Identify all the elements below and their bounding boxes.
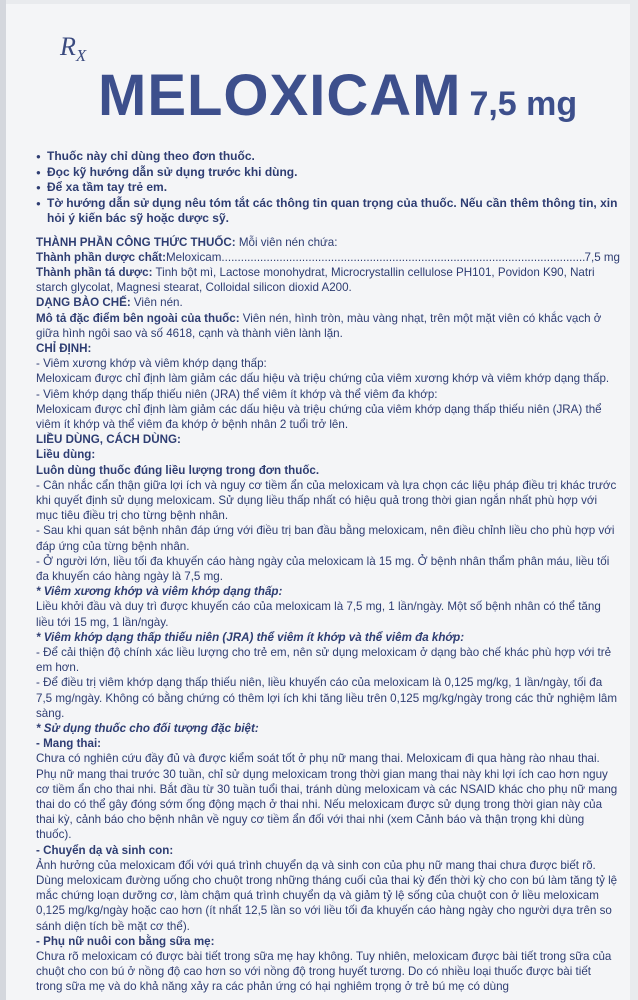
pregnancy-heading: - Mang thai: — [36, 737, 102, 751]
leaflet-body — [36, 149, 620, 995]
usage-line: - Ở người lớn, liều tối đa khuyến cáo hàng ngày của meloxicam là 15 mg. Ở bệnh nhân thẩm phân máu, liều tối đa khuyến cáo hàng ngày là 7,5 mg. — [36, 554, 610, 583]
pregnancy-text: Chưa có nghiên cứu đầy đủ và được kiểm soát tốt ở phụ nữ mang thai. Meloxicam đi qua hàng rào nhau thai. Phụ nữ mang thai trước 30 tuần, chỉ sử dụng meloxicam trong thời gian mang thai này khi lợi ích cao hơn nguy cơ tiềm ẩn cho thai nhi. Bắt đầu từ 30 tuần tuổi thai, tránh dùng meloxicam và các NSAID khác cho phụ nữ mang thai do có thể gây đóng sớm ống động mạch ở thai nhi. Nếu meloxicam được sử dụng trong thời gian này của thai kỳ, cảnh báo cho bệnh nhân về nguy cơ tiềm ẩn đối với thai nhi (xem Cảnh báo và thận trọng khi dùng thuốc). — [36, 752, 618, 842]
brand-name: MELOXICAM — [98, 63, 462, 128]
active-ingredient-row — [36, 250, 620, 265]
usage-heading: LIỀU DÙNG, CÁCH DÙNG: — [36, 433, 181, 447]
nursing-text: Chưa rõ meloxicam có được bài tiết trong sữa mẹ hay không. Tuy nhiên, meloxicam được bài tiết trong sữa của chuột cho con bú ở nồng độ cao hơn so với nồng độ trong huyết tương. Do có nhiều loại thuốc được bài tiết trong sữa mẹ và do khả năng xảy ra các phản ứng có hại nghiêm trọng ở trẻ bú mẹ có dùng — [36, 950, 612, 994]
dosage-form-label: DẠNG BÀO CHẾ: — [36, 296, 131, 310]
brand-dose: 7,5 mg — [469, 85, 578, 123]
usage-line: - Sau khi quan sát bệnh nhân đáp ứng với điều trị ban đầu bằng meloxicam, nên điều chỉnh liều cho phù hợp với đáp ứng của từng bệnh nhân. — [36, 524, 615, 553]
indications-heading: CHỈ ĐỊNH: — [36, 341, 92, 355]
jra-line: - Để cải thiện độ chính xác liều lượng cho trẻ em, nên sử dụng meloxicam ở dạng bào chế khác phù hợp với trẻ em hơn. — [36, 645, 612, 675]
nursing-heading: - Phụ nữ nuôi con bằng sữa mẹ: — [36, 934, 215, 948]
dosage-form-row — [36, 295, 620, 310]
product-title — [98, 62, 577, 129]
appearance-text: Viên nén, hình tròn, màu vàng nhạt, trên một mặt viên có khắc vạch ở giữa hình ngôi sao và số 4618, cạnh và thành viên lành lặn. — [36, 311, 602, 340]
indication-line: Meloxicam được chỉ định làm giảm các dấu hiệu và triệu chứng của viêm khớp dạng thấp thiếu niên (JRA) thể viêm ít khớp và thể viêm đa khớp ở bệnh nhân 2 tuổi trở lên. — [36, 402, 602, 431]
warning-item: ● Tờ hướng dẫn sử dụng nêu tóm tắt các thông tin quan trọng của thuốc. Nếu cần thêm thông tin, xin hỏi ý kiến bác sỹ hoặc dược sỹ. — [36, 196, 620, 227]
excipient-label: Thành phần tá dược: — [36, 265, 153, 279]
oa-heading: * Viêm xương khớp và viêm khớp dạng thấp: — [36, 585, 283, 599]
active-label: Thành phần dược chất: — [36, 250, 166, 264]
usage-line: - Cân nhắc cẩn thận giữa lợi ích và nguy cơ tiềm ẩn của meloxicam và lựa chọn các liệu pháp điều trị khác trước khi quyết định sử dụng meloxicam. Sử dụng liều thấp nhất có hiệu quả trong thời gian ngắn nhất phù hợp với mục tiêu điều trị cho từng bệnh nhân. — [36, 478, 617, 523]
excipient-text: Tinh bột mì, Lactose monohydrat, Microcrystallin cellulose PH101, Povidon K90, Natri starch glycolat, Magnesi stearat, Colloidal silicon dioxid A200. — [36, 265, 595, 295]
excipient-row — [36, 265, 620, 295]
jra-heading: * Viêm khớp dạng thấp thiếu niên (JRA) thể viêm ít khớp và thể viêm đa khớp: — [36, 630, 465, 644]
leaflet-page — [6, 4, 630, 1000]
warning-item: ● Thuốc này chỉ dùng theo đơn thuốc. — [36, 149, 620, 165]
oa-text: Liều khởi đầu và duy trì được khuyến cáo của meloxicam là 7,5 mg, 1 lần/ngày. Một số bệnh nhân có thể tăng liều tới 15 mg, 1 lần/ngày. — [36, 600, 601, 629]
indication-line: Meloxicam được chỉ định làm giảm các dấu hiệu và triệu chứng của viêm xương khớp và viêm khớp dạng thấp. — [36, 372, 610, 386]
warning-item: ● Đọc kỹ hướng dẫn sử dụng trước khi dùng. — [36, 165, 620, 181]
composition-title: THÀNH PHẦN CÔNG THỨC THUỐC: — [36, 235, 236, 249]
special-population-heading: * Sử dụng thuốc cho đối tượng đặc biệt: — [36, 722, 259, 735]
dosage-subheading: Liều dùng: — [36, 448, 96, 462]
labor-heading: - Chuyển dạ và sinh con: — [36, 843, 174, 857]
indication-line: - Viêm khớp dạng thấp thiếu niên (JRA) thể viêm ít khớp và thể viêm đa khớp: — [36, 387, 438, 401]
composition-subtitle: Mỗi viên nén chứa: — [235, 235, 338, 249]
active-name: Meloxicam — [166, 250, 222, 264]
rx-subscript: X — [75, 46, 87, 66]
labor-text: Ảnh hưởng của meloxicam đối với quá trình chuyển dạ và sinh con của phụ nữ mang thai chưa được biết rõ. Dùng meloxicam đường uống cho chuột trong những tháng cuối của thai kỳ đến thời kỳ cho con bú làm tăng tỷ lệ mắc chứng loạn dưỡng cơ, làm chậm quá trình chuyển dạ và giảm tỷ lệ sống của chuột con ở liều meloxicam 0,125 mg/kg/ngày hoặc cao hơn (ít nhất 12,5 lần so với liều tối đa khuyến cáo hàng ngày cho người dựa trên so sánh diện tích bề mặt cơ thể). — [36, 858, 618, 933]
jra-line: - Để điều trị viêm khớp dạng thấp thiếu niên, liều khuyến cáo của meloxicam là 0,125 mg/kg, 1 lần/ngày, tối đa 7,5 mg/ngày. Không có bằng chứng có thêm lợi ích khi tăng liều trên 0,125 mg/kg/ngày trong các thử nghiệm lâm sàng. — [36, 676, 618, 720]
rx-symbol — [60, 32, 86, 66]
active-amount: 7,5 mg — [584, 250, 620, 264]
appearance-row — [36, 311, 620, 341]
indication-line: - Viêm xương khớp và viêm khớp dạng thấp: — [36, 357, 267, 371]
dosage-form-text: Viên nén. — [130, 296, 183, 310]
composition-heading — [36, 235, 620, 250]
dosage-emphasis: Luôn dùng thuốc đúng liều lượng trong đơn thuốc. — [36, 463, 320, 477]
warning-item: ● Để xa tầm tay trẻ em. — [36, 180, 620, 196]
rx-letter: R — [60, 32, 76, 61]
appearance-label: Mô tả đặc điểm bên ngoài của thuốc: — [36, 311, 240, 325]
